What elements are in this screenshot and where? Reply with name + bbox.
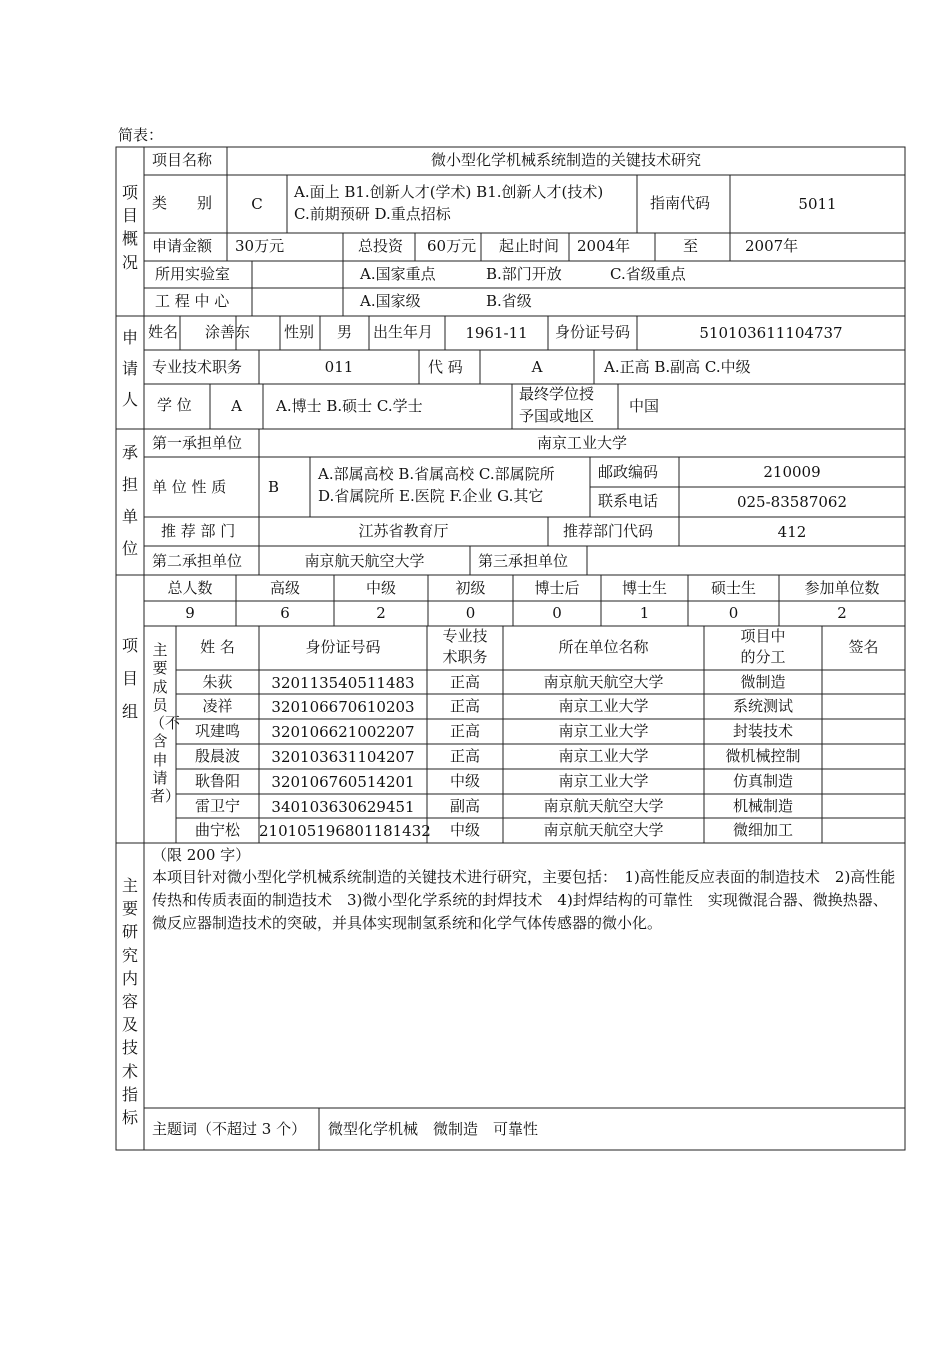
stats-value: 0	[465, 604, 476, 622]
member-role: 机械制造	[732, 797, 793, 815]
applicant-id-label: 身份证号码	[555, 323, 631, 341]
member-unit: 南京工业大学	[558, 697, 649, 715]
phone-value: 025-83587062	[736, 493, 848, 511]
applicant-birth-label: 出生年月	[373, 323, 434, 341]
member-role: 封装技术	[732, 722, 793, 740]
applicant-degree-label: 学 位	[157, 396, 192, 414]
recommend-code-label: 推荐部门代码	[563, 522, 654, 540]
eng-center-option-b: B.省级	[486, 292, 532, 310]
second-undertaker-label: 第二承担单位	[152, 552, 243, 570]
lab-option-a: A.国家重点	[360, 265, 436, 283]
member-name: 耿鲁阳	[194, 772, 240, 790]
keywords-value: 微型化学机械 微制造 可靠性	[328, 1120, 539, 1138]
member-unit: 南京航天航空大学	[543, 821, 664, 839]
recommend-code-value: 412	[777, 523, 807, 541]
member-header-name: 姓 名	[200, 638, 235, 656]
applicant-degree-country-label-2: 予国或地区	[519, 407, 595, 425]
member-header-id: 身份证号码	[305, 638, 381, 656]
member-header-title-1: 专业技	[442, 627, 488, 645]
member-role: 微机械控制	[725, 747, 801, 765]
applicant-code-value: A	[531, 358, 543, 376]
applicant-gender-value: 男	[337, 323, 353, 341]
member-id: 340103630629451	[271, 798, 415, 816]
stats-value: 0	[552, 604, 562, 622]
member-unit: 南京工业大学	[558, 772, 649, 790]
category-options-line1: A.面上 B1.创新人才(学术) B1.创新人才(技术)	[294, 183, 604, 201]
member-id: 320113540511483	[271, 674, 415, 692]
applicant-title-value: 011	[324, 358, 354, 376]
stats-value: 2	[376, 604, 386, 622]
member-id: 320103631104207	[271, 748, 415, 766]
applicant-title-label: 专业技术职务	[152, 358, 243, 376]
member-name: 凌祥	[202, 697, 233, 715]
member-header-title-2: 术职务	[442, 648, 488, 666]
apply-amount-value: 30万元	[235, 237, 285, 255]
applicant-birth-value: 1961-11	[465, 324, 528, 342]
stats-value: 0	[728, 604, 739, 622]
member-header-sign: 签名	[848, 638, 879, 656]
member-unit: 南京工业大学	[558, 722, 649, 740]
eng-center-option-a: A.国家级	[360, 292, 421, 310]
lab-option-c: C.省级重点	[610, 265, 686, 283]
member-header-role-1: 项目中	[740, 627, 786, 645]
member-title: 中级	[449, 772, 480, 790]
member-name: 殷晨波	[194, 747, 240, 765]
stats-value: 6	[280, 604, 290, 622]
category-label: 类 别	[152, 194, 213, 212]
unit-nature-options-line2: D.省属院所 E.医院 F.企业 G.其它	[318, 487, 544, 505]
project-name-value: 微小型化学机械系统制造的关键技术研究	[430, 151, 701, 169]
stats-header: 博士生	[621, 579, 667, 597]
member-id: 320106670610203	[271, 698, 415, 716]
applicant-degree-options: A.博士 B.硕士 C.学士	[276, 397, 423, 415]
section-label-research: 主要研究内容及技术指标	[121, 876, 138, 1127]
caption: 简表：	[118, 126, 164, 144]
applicant-code-label: 代 码	[428, 358, 463, 376]
apply-amount-label: 申请金额	[152, 237, 213, 255]
member-role: 微细加工	[732, 821, 793, 839]
member-name: 曲宁松	[194, 821, 240, 839]
stats-header: 硕士生	[710, 579, 756, 597]
category-value: C	[251, 195, 263, 213]
total-invest-value: 60万元	[427, 237, 477, 255]
lab-option-b: B.部门开放	[486, 265, 562, 283]
recommend-dept-label: 推 荐 部 门	[161, 522, 236, 540]
member-id: 210105196801181432	[259, 822, 431, 840]
stats-header: 初级	[455, 579, 486, 597]
unit-nature-label: 单 位 性 质	[152, 478, 227, 496]
section-label-applicant: 申请人	[121, 328, 138, 410]
stats-header: 参加单位数	[804, 579, 880, 597]
category-options-line2: C.前期预研 D.重点招标	[294, 205, 451, 223]
stats-value: 2	[837, 604, 847, 622]
applicant-degree-country-value: 中国	[629, 397, 660, 415]
first-undertaker-label: 第一承担单位	[152, 434, 243, 452]
member-name: 雷卫宁	[194, 797, 240, 815]
member-role: 系统测试	[732, 697, 793, 715]
applicant-degree-value: A	[231, 397, 242, 415]
postcode-value: 210009	[763, 463, 821, 481]
unit-nature-options-line1: A.部属高校 B.省属高校 C.部属院所	[318, 465, 555, 483]
member-role: 微制造	[740, 673, 786, 691]
total-invest-label: 总投资	[358, 237, 404, 255]
member-title: 副高	[449, 797, 480, 815]
research-limit-note: （限 200 字）	[152, 846, 251, 864]
stats-header: 总人数	[167, 579, 213, 597]
member-title: 正高	[449, 697, 480, 715]
period-label: 起止时间	[499, 237, 560, 255]
member-title: 正高	[449, 673, 480, 691]
to-label: 至	[683, 237, 699, 255]
stats-header: 中级	[365, 579, 396, 597]
stats-value: 9	[185, 604, 195, 622]
stats-header: 博士后	[534, 579, 580, 597]
phone-label: 联系电话	[598, 492, 659, 510]
second-undertaker-value: 南京航天航空大学	[304, 552, 425, 570]
guide-code-value: 5011	[798, 195, 837, 213]
keywords-label: 主题词（不超过 3 个）	[152, 1120, 307, 1138]
member-header-unit: 所在单位名称	[558, 638, 649, 656]
member-header-role-2: 的分工	[740, 648, 786, 666]
member-id: 320106621002207	[271, 723, 415, 741]
member-title: 中级	[449, 821, 480, 839]
member-unit: 南京工业大学	[558, 747, 649, 765]
project-name-label: 项目名称	[152, 151, 213, 169]
applicant-gender-label: 性别	[284, 323, 315, 341]
section-label-team: 项目组	[121, 636, 138, 721]
applicant-name-label: 姓名	[148, 323, 179, 341]
member-role: 仿真制造	[732, 772, 793, 790]
lab-label: 所用实验室	[155, 265, 231, 283]
recommend-dept-value: 江苏省教育厅	[358, 522, 449, 540]
stats-value: 1	[639, 604, 650, 622]
start-year: 2004年	[577, 237, 631, 255]
applicant-id-value: 510103611104737	[699, 324, 843, 342]
applicant-name-value: 涂善东	[205, 323, 251, 341]
members-side-label: 主要成员（不含申请者）	[150, 641, 181, 806]
eng-center-label: 工 程 中 心	[155, 292, 230, 310]
member-title: 正高	[449, 747, 480, 765]
member-unit: 南京航天航空大学	[543, 673, 664, 691]
guide-code-label: 指南代码	[650, 194, 711, 212]
section-label-overview: 项目概况	[121, 183, 138, 272]
applicant-title-options: A.正高 B.副高 C.中级	[604, 358, 751, 376]
stats-header: 高级	[269, 579, 300, 597]
member-name: 朱荻	[202, 673, 233, 691]
research-content: 本项目针对微小型化学机械系统制造的关键技术进行研究，主要包括： 1)高性能反应表面的制造技术 2)高性能传热和传质表面的制造技术 3)微小型化学系统的封焊技术 4)封焊结构的可靠性 实现微混合器、微换热器、微反应器制造技术的突破，并具体实现制氢系统和化学气体传感器的微小化。	[152, 868, 896, 932]
first-undertaker-value: 南京工业大学	[536, 434, 627, 452]
member-id: 320106760514201	[271, 773, 415, 791]
postcode-label: 邮政编码	[598, 463, 659, 481]
member-unit: 南京航天航空大学	[543, 797, 664, 815]
unit-nature-value: B	[268, 478, 280, 496]
member-name: 巩建鸣	[194, 722, 240, 740]
end-year: 2007年	[745, 237, 799, 255]
third-undertaker-label: 第三承担单位	[478, 552, 569, 570]
member-title: 正高	[449, 722, 480, 740]
section-label-undertaker: 承担单位	[121, 443, 138, 558]
applicant-degree-country-label-1: 最终学位授	[519, 385, 595, 403]
